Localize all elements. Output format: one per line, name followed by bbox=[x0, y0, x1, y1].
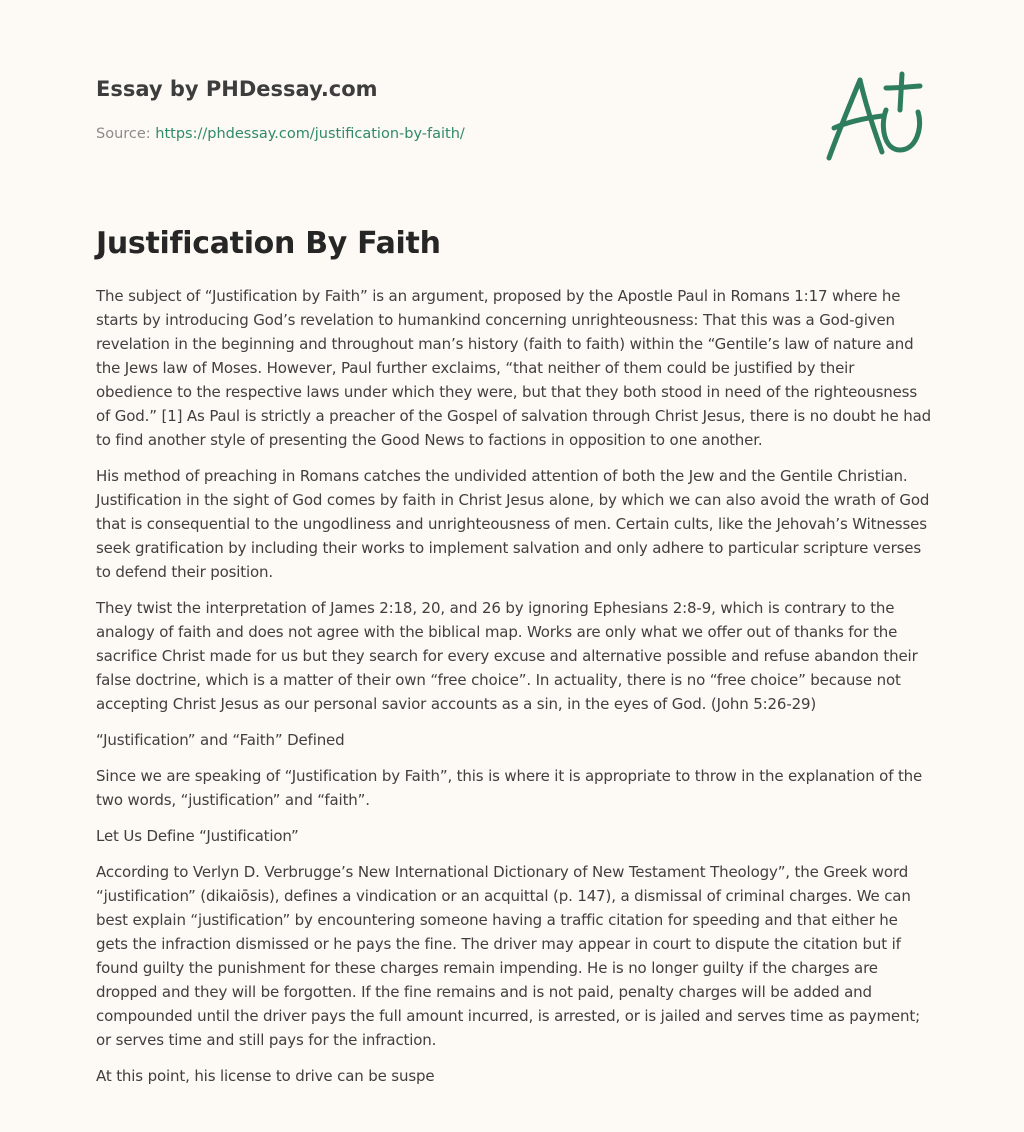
paragraph: Since we are speaking of “Justification by Faith”, this is where it is appropriate to throw in the explanation of the two words, “justification” and “faith”. bbox=[96, 767, 923, 809]
essay-title: Justification By Faith bbox=[96, 226, 441, 261]
paragraph: They twist the interpretation of James 2:18, 20, and 26 by ignoring Ephesians 2:8-9, which is contrary to the analogy of faith and does not agree with the biblical map. Works are only what we offer out of thanks for the sacrifice Christ made for us but they search for every excuse and alternative possible and refuse abandon their false doctrine, which is a matter of their own “free choice”. In actuality, there is no “free choice” because not accepting Christ Jesus as our personal savior accounts as a sin, in the eyes of God. (John 5:26-29) bbox=[96, 599, 918, 713]
section-heading: “Justification” and “Faith” Defined bbox=[96, 731, 345, 749]
paragraph: The subject of “Justification by Faith” is an argument, proposed by the Apostle Paul in Romans 1:17 where he starts by introducing God’s revelation to humankind concerning unrighteousness: That this was a God-given revelation in the beginning and throughout man’s history (faith to faith) within the “Gentile’s law of nature and the Jews law of Moses. However, Paul further exclaims, “that neither of them could be justified by their obedience to the respective laws under which they were, but that they both stood in need of the righteousness of God.” [1] As Paul is strictly a preacher of the Gospel of salvation through Christ Jesus, there is no doubt he had to find another style of presenting the Good News to factions in opposition to one another. bbox=[96, 287, 931, 449]
brand-title: Essay by PHDessay.com bbox=[96, 77, 378, 101]
paragraph: His method of preaching in Romans catches the undivided attention of both the Jew and the Gentile Christian. Justification in the sight of God comes by faith in Christ Jesus alone, by which we can also avoid the wrath of God that is consequential to the ungodliness and unrighteousness of men. Certain cults, like the Jehovah’s Witnesses seek gratification by including their works to implement salvation and only adhere to particular scripture verses to defend their position. bbox=[96, 467, 930, 581]
source-line bbox=[96, 124, 856, 144]
section-heading: Let Us Define “Justification” bbox=[96, 827, 299, 845]
a-plus-logo-svg bbox=[820, 66, 930, 166]
source-label: Source: bbox=[96, 126, 156, 142]
essay-header bbox=[96, 74, 856, 144]
paragraph: At this point, his license to drive can be suspe bbox=[96, 1067, 435, 1085]
essay-body bbox=[96, 284, 932, 1100]
a-plus-logo-icon bbox=[820, 66, 930, 166]
paragraph: According to Verlyn D. Verbrugge’s New International Dictionary of New Testament Theology”, the Greek word “justification” (dikaiōsis), defines a vindication or an acquittal (p. 147), a dismissal of criminal charges. We can best explain “justification” by encountering someone having a traffic citation for speeding and that either he gets the infraction dismissed or he pays the fine. The driver may appear in court to dispute the citation but if found guilty the punishment for these charges remain impending. He is no longer guilty if the charges are dropped and they will be forgotten. If the fine remains and is not paid, penalty charges will be added and compounded until the driver pays the full amount incurred, is arrested, or is jailed and serves time as payment; or serves time and still pays for the infraction. bbox=[96, 863, 920, 1049]
source-link[interactable]: https://phdessay.com/justification-by-faith/ bbox=[155, 126, 465, 142]
